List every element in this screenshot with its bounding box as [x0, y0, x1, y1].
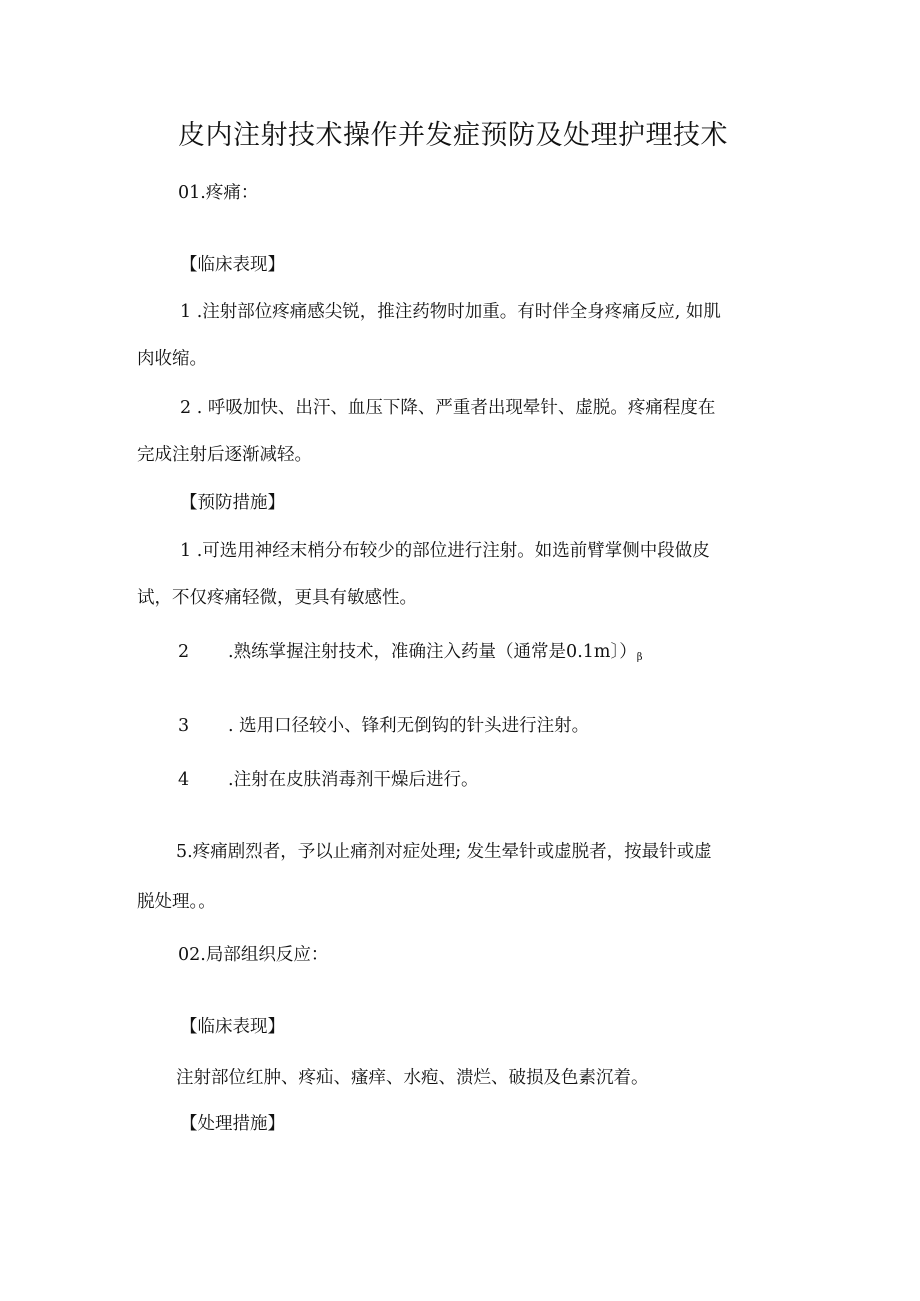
clinical-label-2: 【临床表现】 [180, 1017, 285, 1037]
clinical-item-2-line2: 完成注射后逐渐减轻。 [137, 445, 312, 465]
document-title: 皮内注射技术操作并发症预防及处理护理技术 [178, 120, 728, 151]
prevention-item-5-line1: 5.疼痛剧烈者，予以止痛剂对症处理; 发生晕针或虚脱者，按最针或虚 [176, 842, 712, 862]
clinical-label: 【临床表现】 [180, 255, 285, 275]
prevention-item-2-text: .熟练掌握注射技术，准确注入药量（通常是0.1m〕） [228, 642, 637, 662]
clinical-text-2: 注射部位红肿、疼疝、瘙痒、水疱、溃烂、破损及色素沉着。 [176, 1068, 649, 1088]
prevention-item-3-text: . 选用口径较小、锋利无倒钩的针头进行注射。 [228, 716, 590, 736]
prevention-item-1-line2: 试，不仅疼痛轻微，更具有敏感性。 [137, 588, 417, 608]
treatment-label: 【处理措施】 [180, 1114, 285, 1134]
prevention-item-3-number: 3 [178, 716, 190, 736]
prevention-item-4-number: 4 [178, 770, 190, 790]
prevention-item-2 [178, 640, 643, 670]
prevention-item-3 [178, 714, 589, 738]
prevention-item-5-line2: 脱处理。。 [137, 892, 216, 912]
prevention-item-2-number: 2 [178, 642, 190, 662]
prevention-label: 【预防措施】 [180, 493, 285, 513]
clinical-item-1-line1: 1 .注射部位疼痛感尖锐，推注药物时加重。有时伴全身疼痛反应, 如肌 [180, 302, 721, 322]
clinical-item-2-line1: 2 . 呼吸加快、出汗、血压下降、严重者出现晕针、虚脱。疼痛程度在 [180, 398, 716, 418]
clinical-item-1-line2: 肉收缩。 [137, 349, 207, 369]
prevention-item-2-suffix: β [636, 652, 643, 663]
section-heading-pain: 01.疼痛： [178, 183, 259, 203]
prevention-item-4-text: .注射在皮肤消毒剂干燥后进行。 [228, 770, 479, 790]
prevention-item-1-line1: 1 .可选用神经末梢分布较少的部位进行注射。如选前臂掌侧中段做皮 [180, 541, 710, 561]
section-heading-local-reaction: 02.局部组织反应： [178, 945, 329, 965]
prevention-item-4 [178, 768, 479, 792]
